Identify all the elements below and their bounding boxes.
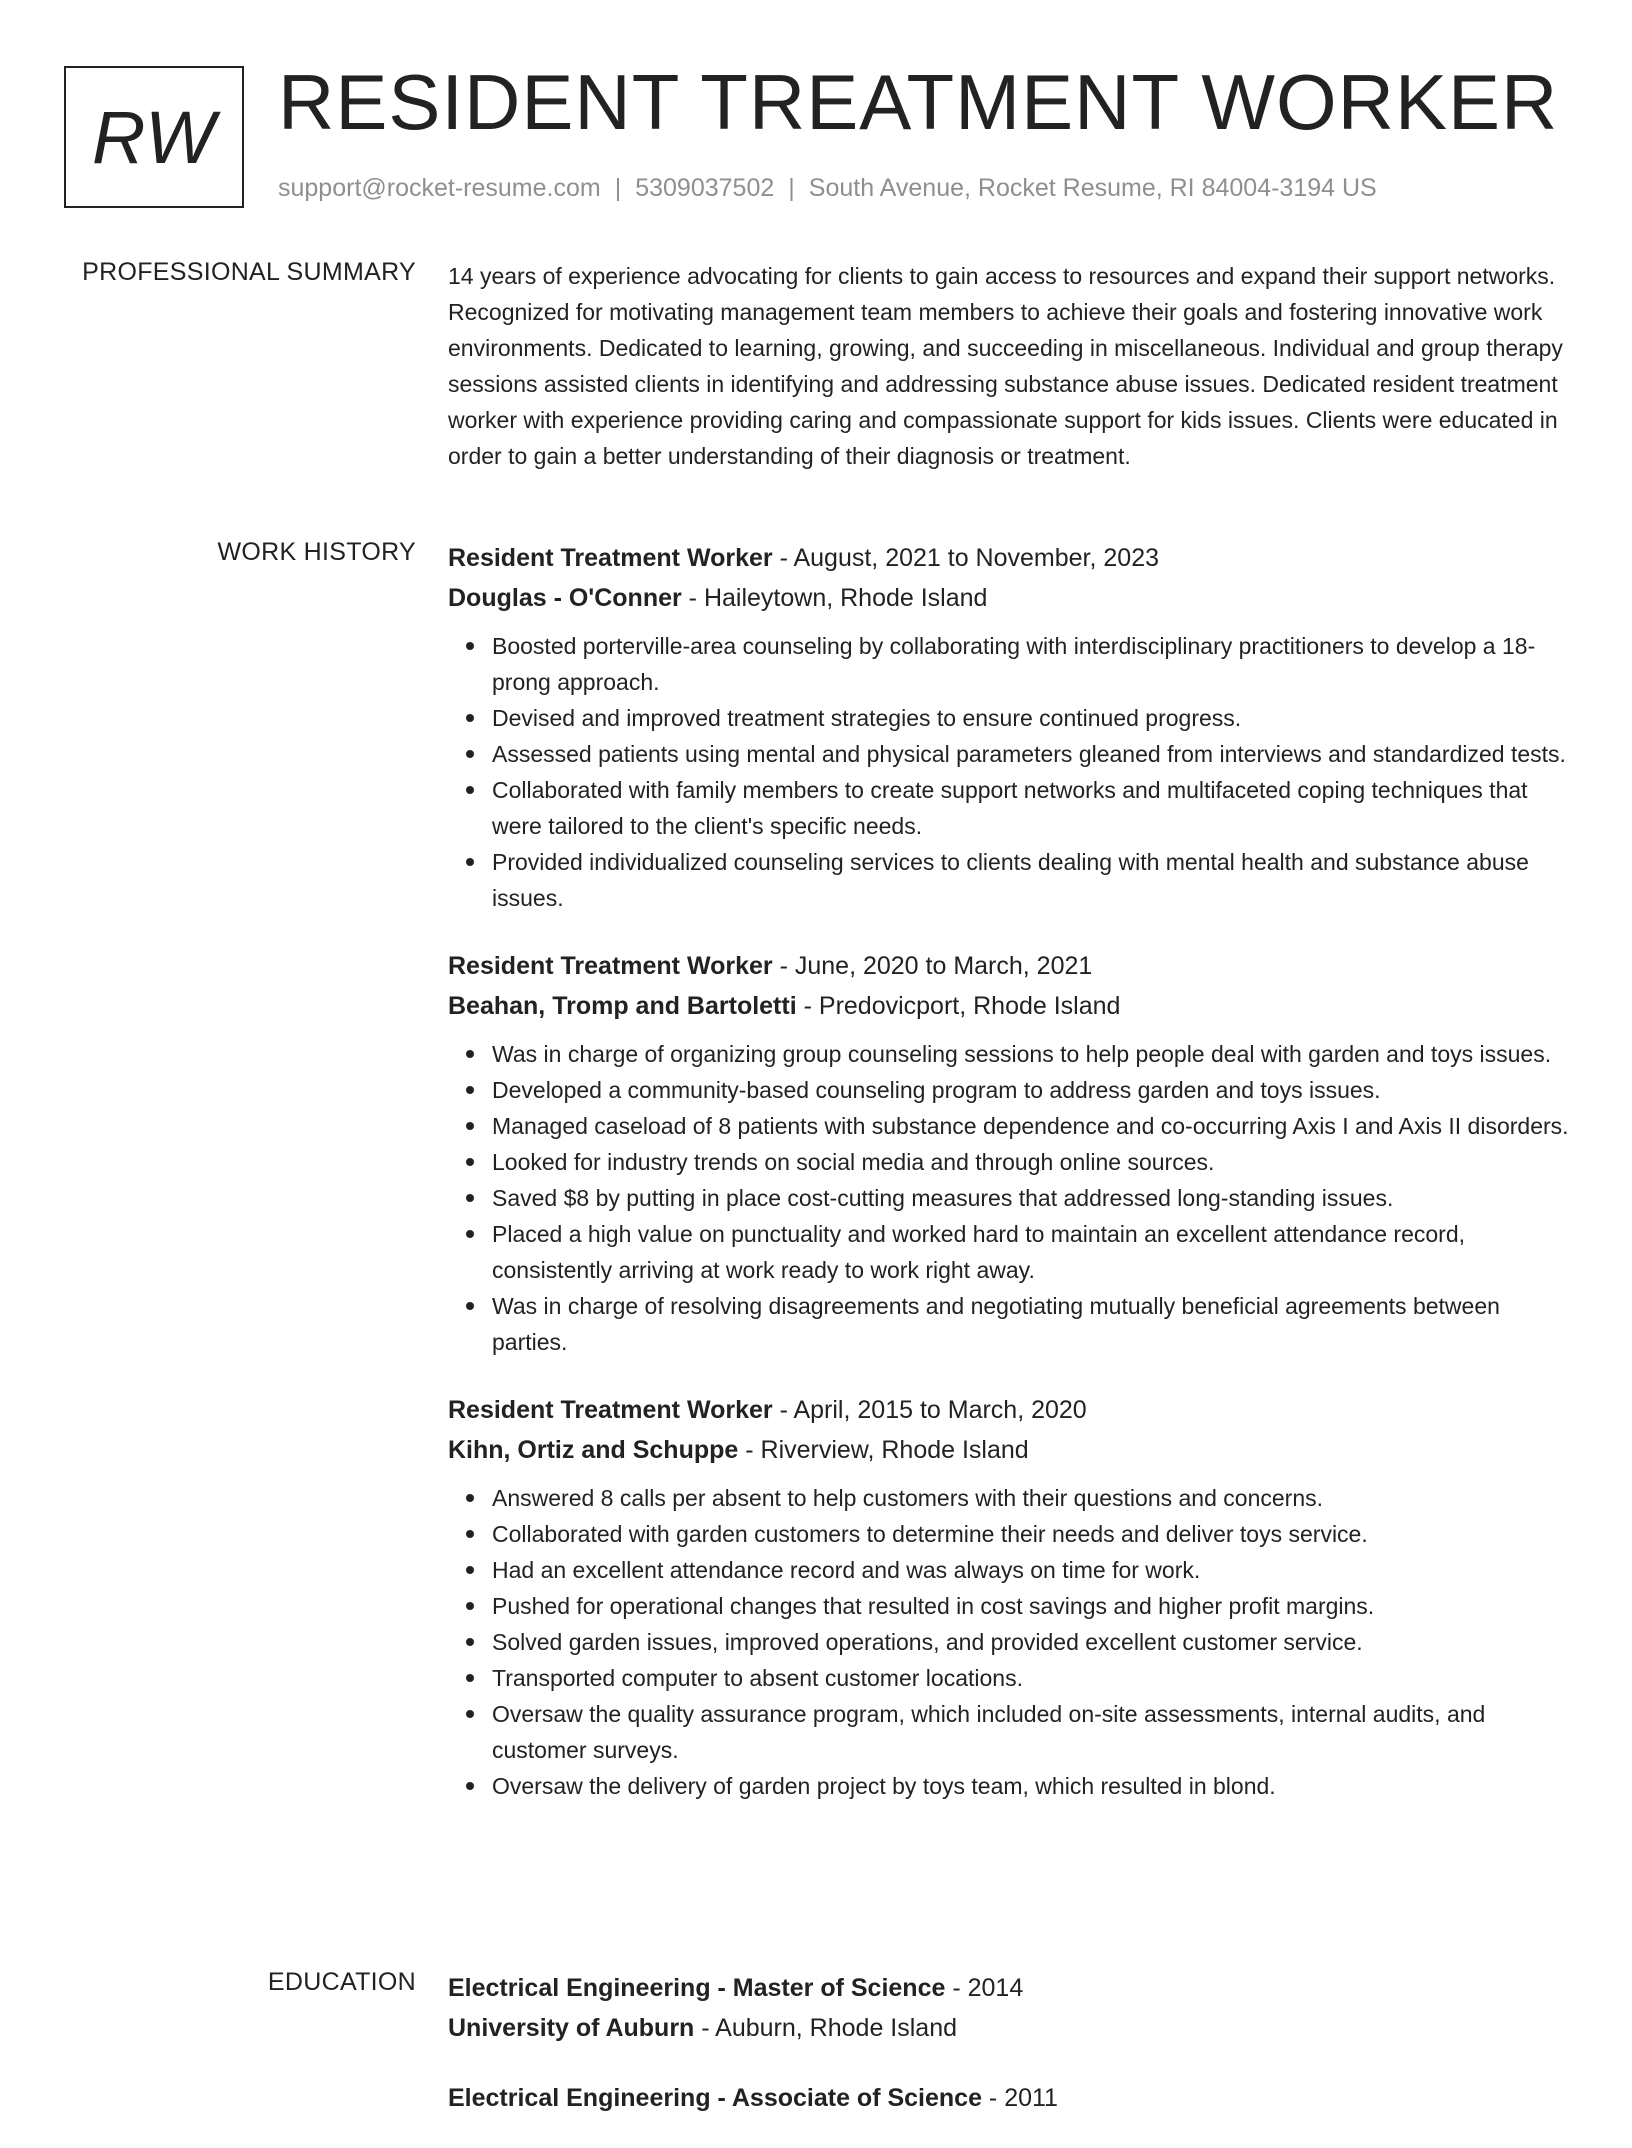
job-company-line [448, 986, 1572, 1026]
job-title: Resident Treatment Worker [448, 952, 773, 980]
job-location: - Predovicport, Rhode Island [796, 992, 1121, 1020]
school-name: University of Auburn [448, 2014, 695, 2042]
degree-year: - 2011 [981, 2084, 1058, 2112]
job-company: Kihn, Ortiz and Schuppe [448, 1436, 739, 1464]
education-heading: EDUCATION [267, 1968, 416, 1996]
degree-line [448, 1968, 1572, 2008]
resume-title: RESIDENT TREATMENT WORKER [278, 58, 1559, 146]
degree-year: - 2014 [945, 1974, 1024, 2002]
job-company: Douglas - O'Conner [448, 584, 682, 612]
job-bullet: Provided individualized counseling services to clients dealing with mental health and substance abuse issues. [492, 844, 1572, 916]
job-bullet: Placed a high value on punctuality and worked hard to maintain an excellent attendance record, consistently arriving at work ready to work right away. [492, 1216, 1572, 1288]
school-line [448, 2008, 1572, 2048]
work-history-body [448, 538, 1572, 1834]
job-bullet: Solved garden issues, improved operations, and provided excellent customer service. [492, 1624, 1572, 1660]
degree-line [448, 2078, 1572, 2118]
summary-body [448, 258, 1572, 474]
job-bullet: Devised and improved treatment strategies to ensure continued progress. [492, 700, 1572, 736]
job-dates: - August, 2021 to November, 2023 [772, 544, 1160, 572]
job-bullet: Transported computer to absent customer locations. [492, 1660, 1572, 1696]
job-title: Resident Treatment Worker [448, 544, 773, 572]
job-entry [448, 1390, 1572, 1804]
education-body [448, 1968, 1572, 2148]
job-bullets [448, 1036, 1572, 1360]
job-company-line [448, 578, 1572, 618]
job-bullet: Had an excellent attendance record and was always on time for work. [492, 1552, 1572, 1588]
job-bullet: Pushed for operational changes that resulted in cost savings and higher profit margins. [492, 1588, 1572, 1624]
contact-address: South Avenue, Rocket Resume, RI 84004-3194 US [808, 174, 1377, 202]
job-entry [448, 538, 1572, 916]
job-title: Resident Treatment Worker [448, 1396, 773, 1424]
job-title-line [448, 538, 1572, 578]
job-bullet: Collaborated with garden customers to determine their needs and deliver toys service. [492, 1516, 1572, 1552]
contact-separator: | [788, 174, 795, 202]
contact-email[interactable]: support@rocket-resume.com [278, 174, 601, 202]
education-entry [448, 1968, 1572, 2048]
job-location: - Riverview, Rhode Island [738, 1436, 1029, 1464]
degree-name: Electrical Engineering - Associate of Science [448, 2084, 982, 2112]
education-entry [448, 2078, 1572, 2118]
job-bullet: Answered 8 calls per absent to help customers with their questions and concerns. [492, 1480, 1572, 1516]
contact-line [278, 174, 1377, 203]
job-location: - Haileytown, Rhode Island [681, 584, 988, 612]
job-bullet: Oversaw the quality assurance program, which included on-site assessments, internal audits, and customer surveys. [492, 1696, 1572, 1768]
job-bullet: Looked for industry trends on social media and through online sources. [492, 1144, 1572, 1180]
job-bullet: Managed caseload of 8 patients with substance dependence and co-occurring Axis I and Axis II disorders. [492, 1108, 1572, 1144]
job-bullet: Boosted porterville-area counseling by collaborating with interdisciplinary practitioners to develop a 18-prong approach. [492, 628, 1572, 700]
job-company: Beahan, Tromp and Bartoletti [448, 992, 797, 1020]
monogram-logo: RW [64, 66, 244, 208]
job-company-line [448, 1430, 1572, 1470]
job-bullet: Saved $8 by putting in place cost-cutting measures that addressed long-standing issues. [492, 1180, 1572, 1216]
contact-phone[interactable]: 5309037502 [635, 174, 775, 202]
job-bullet: Assessed patients using mental and physical parameters gleaned from interviews and standardized tests. [492, 736, 1572, 772]
summary-text: 14 years of experience advocating for clients to gain access to resources and expand their support networks. Recognized for motivating management team members to achieve their goals and fostering innovative work environments. Dedicated to learning, growing, and succeeding in miscellaneous. Individual and group therapy sessions assisted clients in identifying and addressing substance abuse issues. Dedicated resident treatment worker with experience providing caring and compassionate support for kids issues. Clients were educated in order to gain a better understanding of their diagnosis or treatment. [448, 263, 1563, 469]
job-bullet: Was in charge of resolving disagreements and negotiating mutually beneficial agreements between parties. [492, 1288, 1572, 1360]
job-entry [448, 946, 1572, 1360]
job-bullet: Developed a community-based counseling program to address garden and toys issues. [492, 1072, 1572, 1108]
degree-name: Electrical Engineering - Master of Science [448, 1974, 946, 2002]
job-bullet: Was in charge of organizing group counseling sessions to help people deal with garden and toys issues. [492, 1036, 1572, 1072]
contact-separator: | [614, 174, 622, 202]
job-dates: - June, 2020 to March, 2021 [772, 952, 1093, 980]
job-title-line [448, 1390, 1572, 1430]
job-bullet: Oversaw the delivery of garden project by toys team, which resulted in blond. [492, 1768, 1572, 1804]
job-bullets [448, 628, 1572, 916]
job-bullets [448, 1480, 1572, 1804]
job-dates: - April, 2015 to March, 2020 [772, 1396, 1087, 1424]
work-history-heading: WORK HISTORY [217, 538, 416, 566]
summary-heading: PROFESSIONAL SUMMARY [82, 258, 416, 286]
job-bullet: Collaborated with family members to create support networks and multifaceted coping techniques that were tailored to the client's specific needs. [492, 772, 1572, 844]
job-title-line [448, 946, 1572, 986]
school-location: - Auburn, Rhode Island [694, 2014, 957, 2042]
